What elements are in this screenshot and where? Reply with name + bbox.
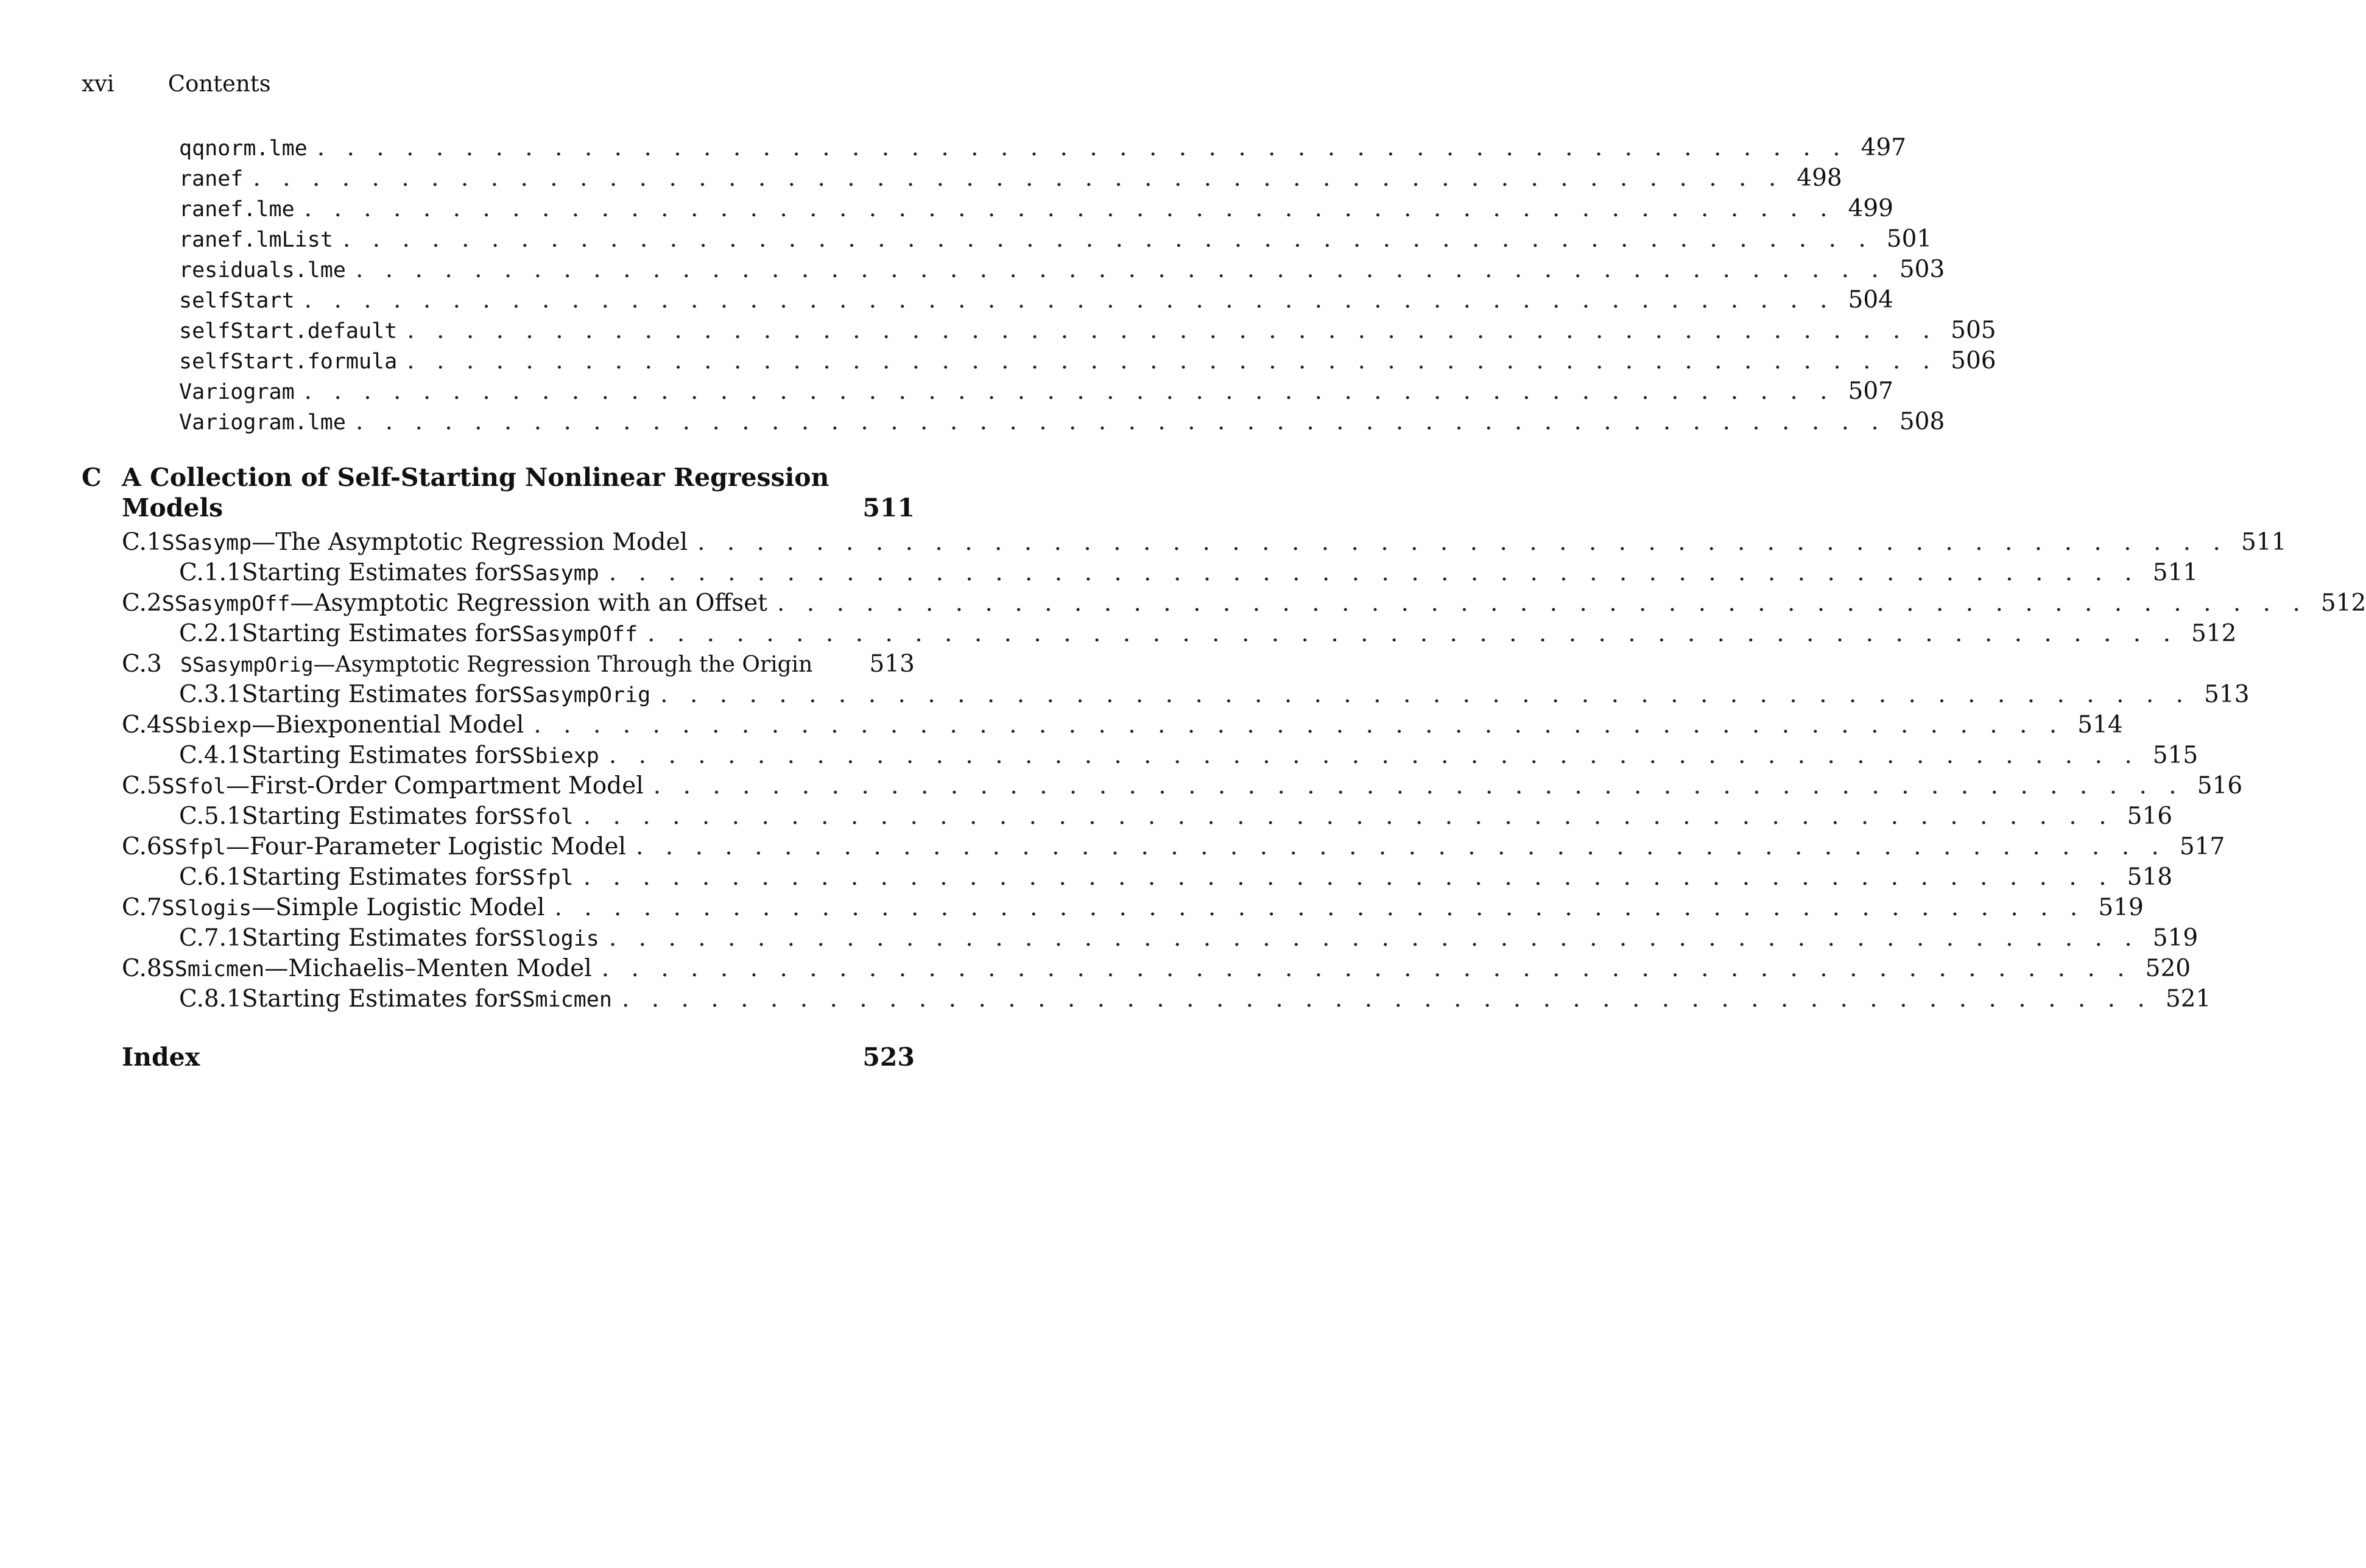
leader-dots: . . . . . . . . . . . . . . . . . . . . . . . . . . . . . . . . . . . . . . . . . . . . . . . . . . . . bbox=[304, 195, 1835, 222]
subsection-text: Starting Estimates for bbox=[241, 863, 510, 891]
toc-subsection-c21[interactable] bbox=[82, 620, 2237, 650]
entry-page: 497 bbox=[1861, 134, 1907, 161]
subsection-number: C.8.1 bbox=[179, 985, 242, 1013]
toc-section-c6[interactable] bbox=[82, 833, 2225, 863]
section-number: C.3 bbox=[122, 650, 162, 678]
entry-label: Variogram.lme bbox=[179, 410, 346, 435]
entry-label: ranef bbox=[179, 167, 244, 191]
toc-entry-ranef-lmlist[interactable] bbox=[82, 225, 1932, 256]
leader-dots: . . . . . . . . . . . . . . . . . . . . . . . . . . . . . . . . . . . . . . . . . . . . . . . . . . . . bbox=[776, 589, 2308, 617]
entry-page: 501 bbox=[1886, 225, 1932, 253]
toc-subsection-c51[interactable] bbox=[82, 803, 2173, 833]
section-page: 516 bbox=[2197, 772, 2243, 800]
subsection-page: 518 bbox=[2127, 863, 2173, 891]
subsection-code: SSasympOrig bbox=[509, 683, 651, 708]
leader-dots: . . . . . . . . . . . . . . . . . . . . . . . . . . . . . . . . . . . . . . . . . . . . . . . . . . . . bbox=[342, 225, 1873, 253]
toc-section-c1[interactable] bbox=[82, 529, 2287, 559]
subsection-code: SSbiexp bbox=[509, 744, 599, 768]
section-code: SSasymp bbox=[161, 531, 252, 555]
running-head-title: Contents bbox=[167, 71, 271, 97]
leader-dots: . . . . . . . . . . . . . . . . . . . . . . . . . . . . . . . . . . . . . . . . . . . . . . . . . . . . bbox=[304, 378, 1835, 405]
toc-subsection-c41[interactable] bbox=[82, 742, 2199, 772]
page-folio: xvi bbox=[82, 71, 114, 97]
toc-subsection-c11[interactable] bbox=[82, 559, 2199, 589]
subsection-code: SSmicmen bbox=[509, 988, 612, 1012]
toc-entry-ranef-lme[interactable] bbox=[82, 195, 1893, 225]
section-number: C.5 bbox=[122, 772, 162, 800]
subsection-text: Starting Estimates for bbox=[241, 681, 510, 708]
subsection-number: C.2.1 bbox=[179, 620, 242, 647]
subsection-number: C.1.1 bbox=[179, 559, 242, 586]
leader-dots: . . . . . . . . . . . . . . . . . . . . . . . . . . . . . . . . . . . . . . . . . . . . . . . . . . . . bbox=[355, 408, 1886, 435]
section-page: 514 bbox=[2077, 711, 2123, 739]
chapter-letter: C bbox=[82, 463, 102, 492]
section-number: C.7 bbox=[122, 894, 162, 921]
leader-dots: . . . . . . . . . . . . . . . . . . . . . . . . . . . . . . . . . . . . . . . . . . . . . . . . . . . . bbox=[355, 256, 1886, 283]
leader-dots: . . . . . . . . . . . . . . . . . . . . . . . . . . . . . . . . . . . . . . . . . . . . . . . . . . . . bbox=[660, 681, 2191, 708]
toc-subsection-c81[interactable] bbox=[82, 985, 2211, 1016]
toc-subsection-c71[interactable] bbox=[82, 924, 2199, 955]
leader-dots: . . . . . . . . . . . . . . . . . . . . . . . . . . . . . . . . . . . . . . . . . . . . . . . . . . . . bbox=[533, 711, 2065, 739]
section-number: C.6 bbox=[122, 833, 162, 860]
section-number: C.8 bbox=[122, 955, 162, 982]
section-page: 517 bbox=[2179, 833, 2225, 860]
entry-page: 507 bbox=[1848, 378, 1893, 405]
section-page: 511 bbox=[2241, 529, 2287, 556]
section-number: C.2 bbox=[122, 589, 162, 617]
index-page: 523 bbox=[862, 1042, 915, 1072]
leader-dots: . . . . . . . . . . . . . . . . . . . . . . . . . . . . . . . . . . . . . . . . . . . . . . . . . . . . bbox=[653, 772, 2184, 800]
toc-entry-qqnorm-lme[interactable] bbox=[82, 134, 1907, 164]
entry-label: ranef.lme bbox=[179, 197, 295, 222]
entry-label: selfStart.formula bbox=[179, 350, 398, 374]
subsection-page: 521 bbox=[2165, 985, 2211, 1013]
entry-label: residuals.lme bbox=[179, 258, 346, 283]
leader-dots: . . . . . . . . . . . . . . . . . . . . . . . . . . . . . . . . . . . . . . . . . . . . . . . . . . . . bbox=[407, 317, 1938, 344]
leader-dots: . . . . . . . . . . . . . . . . . . . . . . . . . . . . . . . . . . . . . . . . . . . . . . . . . . . . bbox=[621, 985, 2152, 1013]
leader-dots: . . . . . . . . . . . . . . . . . . . . . . . . . . . . . . . . . . . . . . . . . . . . . . . . . . . . bbox=[608, 742, 2139, 769]
entry-page: 504 bbox=[1848, 286, 1893, 314]
section-title: —First-Order Compartment Model bbox=[226, 772, 644, 800]
subsection-page: 516 bbox=[2127, 803, 2173, 830]
toc-entry-ranef[interactable] bbox=[82, 164, 1842, 195]
section-code: SSmicmen bbox=[161, 957, 265, 982]
subsection-page: 512 bbox=[2191, 620, 2237, 647]
index-label: Index bbox=[122, 1042, 200, 1072]
section-title: —Michaelis–Menten Model bbox=[264, 955, 592, 982]
subsection-number: C.7.1 bbox=[179, 924, 242, 952]
leader-dots: . . . . . . . . . . . . . . . . . . . . . . . . . . . . . . . . . . . . . . . . . . . . . . . . . . . . bbox=[407, 347, 1938, 374]
subsection-code: SSlogis bbox=[509, 927, 599, 951]
table-of-contents bbox=[82, 0, 2366, 1568]
leader-dots: . . . . . . . . . . . . . . . . . . . . . . . . . . . . . . . . . . . . . . . . . . . . . . . . . . . . bbox=[583, 863, 2114, 891]
leader-dots: . . . . . . . . . . . . . . . . . . . . . . . . . . . . . . . . . . . . . . . . . . . . . . . . . . . . bbox=[601, 955, 2132, 982]
subsection-number: C.6.1 bbox=[179, 863, 242, 891]
chapter-page: 511 bbox=[862, 493, 915, 522]
toc-section-c4[interactable] bbox=[82, 711, 2123, 742]
subsection-code: SSfpl bbox=[509, 866, 574, 890]
section-title: —Biexponential Model bbox=[252, 711, 524, 739]
toc-entry-variogram[interactable] bbox=[82, 378, 1893, 408]
entry-label: selfStart.default bbox=[179, 319, 398, 343]
entry-label: Variogram bbox=[179, 380, 295, 404]
toc-entry-residuals-lme[interactable] bbox=[82, 256, 1945, 286]
toc-entry-variogram-lme[interactable] bbox=[82, 408, 1945, 438]
section-code: SSlogis bbox=[161, 896, 252, 921]
entry-label: selfStart bbox=[179, 289, 295, 313]
leader-dots: . . . . . . . . . . . . . . . . . . . . . . . . . . . . . . . . . . . . . . . . . . . . . . . . . . . . bbox=[608, 559, 2139, 586]
toc-index[interactable] bbox=[122, 1042, 915, 1072]
leader-dots: . . . . . . . . . . . . . . . . . . . . . . . . . . . . . . . . . . . . . . . . . . . . . . . . . . . . bbox=[647, 620, 2178, 647]
toc-section-c5[interactable] bbox=[82, 772, 2243, 803]
leader-dots: . . . . . . . . . . . . . . . . . . . . . . . . . . . . . . . . . . . . . . . . . . . . . . . . . . . . bbox=[583, 803, 2114, 830]
toc-section-c3[interactable] bbox=[82, 650, 915, 681]
toc-section-c7[interactable] bbox=[82, 894, 2144, 924]
entry-page: 498 bbox=[1797, 164, 1842, 192]
section-title: —Asymptotic Regression with an Offset bbox=[290, 589, 767, 617]
section-code: SSfpl bbox=[161, 835, 227, 860]
leader-dots: . . . . . . . . . . . . . . . . . . . . . . . . . . . . . . . . . . . . . . . . . . . . . . . . . . . . bbox=[554, 894, 2085, 921]
section-page: 513 bbox=[869, 650, 915, 678]
toc-subsection-c61[interactable] bbox=[82, 863, 2173, 894]
toc-subsection-c31[interactable] bbox=[82, 681, 2250, 711]
chapter-heading-c[interactable] bbox=[82, 463, 915, 524]
entry-page: 506 bbox=[1951, 347, 1996, 374]
toc-entry-selfstart[interactable] bbox=[82, 286, 1893, 317]
toc-section-c8[interactable] bbox=[82, 955, 2191, 985]
chapter-title-line2: Models bbox=[122, 493, 224, 522]
toc-section-c2[interactable] bbox=[82, 589, 2366, 620]
subsection-number: C.4.1 bbox=[179, 742, 242, 769]
subsection-code: SSfol bbox=[509, 805, 574, 829]
entry-page: 505 bbox=[1951, 317, 1996, 344]
subsection-text: Starting Estimates for bbox=[241, 742, 510, 769]
entry-label: qqnorm.lme bbox=[179, 136, 308, 161]
leader-dots: . . . . . . . . . . . . . . . . . . . . . . . . . . . . . . . . . . . . . . . . . . . . . . . . . . . . bbox=[317, 134, 1848, 161]
subsection-number: C.5.1 bbox=[179, 803, 242, 830]
section-code: SSasympOrig bbox=[180, 653, 314, 677]
section-title: —The Asymptotic Regression Model bbox=[252, 529, 688, 556]
subsection-text: Starting Estimates for bbox=[241, 924, 510, 952]
subsection-number: C.3.1 bbox=[179, 681, 242, 708]
leader-dots: . . . . . . . . . . . . . . . . . . . . . . . . . . . . . . . . . . . . . . . . . . . . . . . . . . . . bbox=[253, 164, 1784, 192]
entry-label: ranef.lmList bbox=[179, 228, 333, 252]
entry-page: 499 bbox=[1848, 195, 1893, 222]
chapter-title-line1: A Collection of Self-Starting Nonlinear Regression bbox=[122, 463, 829, 492]
subsection-page: 515 bbox=[2152, 742, 2199, 769]
section-title: —Simple Logistic Model bbox=[252, 894, 545, 921]
section-number: C.1 bbox=[122, 529, 162, 556]
leader-dots: . . . . . . . . . . . . . . . . . . . . . . . . . . . . . . . . . . . . . . . . . . . . . . . . . . . . bbox=[608, 924, 2139, 952]
subsection-text: Starting Estimates for bbox=[241, 559, 510, 586]
subsection-text: Starting Estimates for bbox=[241, 985, 510, 1013]
toc-entry-selfstart-default[interactable] bbox=[82, 317, 1996, 347]
subsection-text: Starting Estimates for bbox=[241, 620, 510, 647]
subsection-page: 513 bbox=[2204, 681, 2250, 708]
toc-entry-selfstart-formula[interactable] bbox=[82, 347, 1996, 378]
subsection-page: 511 bbox=[2152, 559, 2199, 586]
section-code: SSbiexp bbox=[161, 714, 252, 738]
leader-dots: . . . . . . . . . . . . . . . . . . . . . . . . . . . . . . . . . . . . . . . . . . . . . . . . . . . . bbox=[636, 833, 2166, 860]
leader-dots: . . . . . . . . . . . . . . . . . . . . . . . . . . . . . . . . . . . . . . . . . . . . . . . . . . . . bbox=[697, 529, 2228, 556]
subsection-code: SSasympOff bbox=[509, 622, 638, 647]
section-title: —Asymptotic Regression Through the Origin bbox=[313, 652, 813, 677]
subsection-page: 519 bbox=[2152, 924, 2199, 952]
section-code: SSfol bbox=[161, 775, 227, 799]
entry-page: 508 bbox=[1899, 408, 1945, 435]
section-page: 520 bbox=[2145, 955, 2191, 982]
subsection-text: Starting Estimates for bbox=[241, 803, 510, 830]
section-page: 519 bbox=[2098, 894, 2144, 921]
subsection-code: SSasymp bbox=[509, 561, 599, 586]
section-title: —Four-Parameter Logistic Model bbox=[226, 833, 627, 860]
section-page: 512 bbox=[2320, 589, 2366, 617]
section-code: SSasympOff bbox=[161, 592, 290, 616]
section-number: C.4 bbox=[122, 711, 162, 739]
leader-dots: . . . . . . . . . . . . . . . . . . . . . . . . . . . . . . . . . . . . . . . . . . . . . . . . . . . . bbox=[304, 286, 1835, 314]
entry-page: 503 bbox=[1899, 256, 1945, 283]
